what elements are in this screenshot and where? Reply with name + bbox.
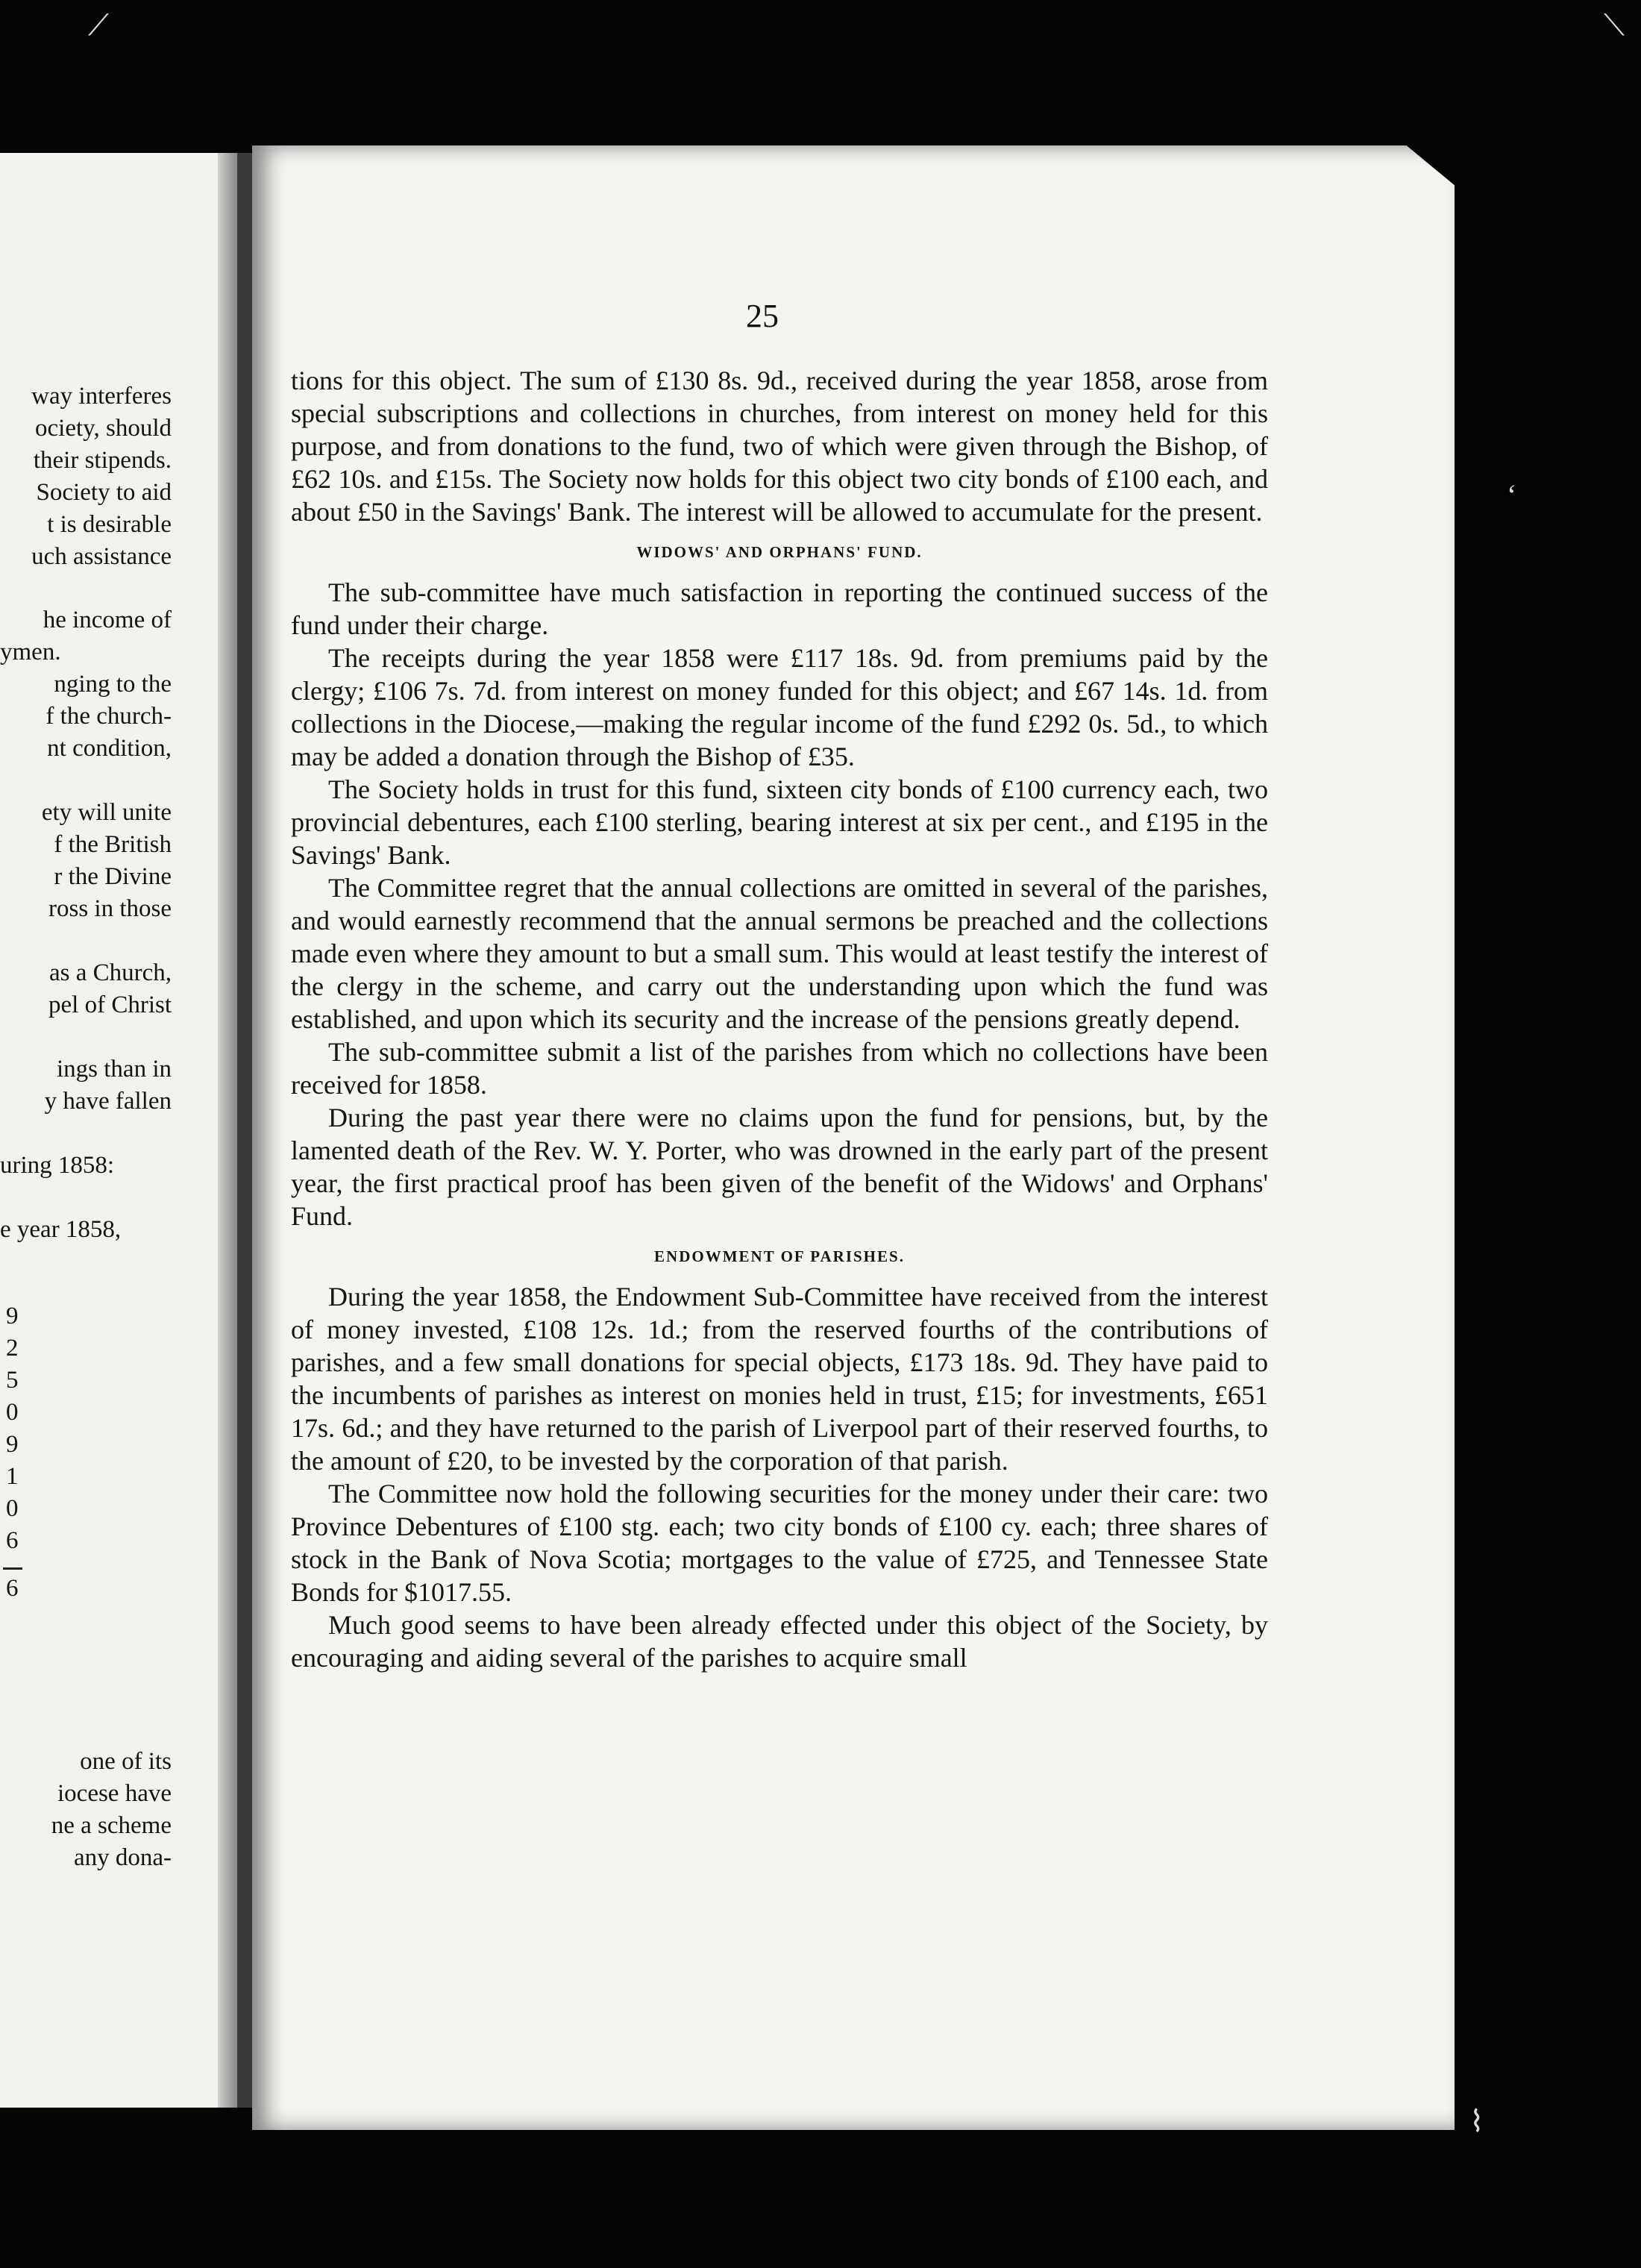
left-line: 0 xyxy=(6,1399,19,1426)
left-page xyxy=(0,153,237,2108)
left-line: f the church- xyxy=(46,703,172,730)
section-heading-endowment: ENDOWMENT OF PARISHES. xyxy=(654,1247,905,1265)
left-line: ross in those xyxy=(48,895,172,922)
page-body xyxy=(291,364,1268,1674)
left-line: any dona- xyxy=(73,1844,172,1871)
left-line: f the British xyxy=(54,831,172,858)
left-line: one of its xyxy=(80,1748,172,1775)
film-speck: ⌇ xyxy=(1469,2105,1484,2138)
left-line: ociety, should xyxy=(35,415,172,442)
paragraph: tions for this object. The sum of £130 8s. 9d., received during the year 1858, arose from special subscriptions and collections in churches, from interest on money held for this purpose, and from donations to the fund, two of which were given through the Bishop, of £62 10s. and £15s. The Society now holds for this object two city bonds of £100 each, and about £50 in the Savings' Bank. The interest will be allowed to accumulate for the present. xyxy=(291,366,1268,527)
left-line: e year 1858, xyxy=(0,1216,122,1243)
paragraph: The sub-committee submit a list of the parishes from which no collections have been received for 1858. xyxy=(291,1037,1268,1100)
left-line: 2 xyxy=(6,1335,19,1362)
left-line: their stipends. xyxy=(33,447,172,474)
left-line: Society to aid xyxy=(36,479,172,506)
sum-rule xyxy=(3,1567,22,1570)
page-number: 25 xyxy=(746,298,779,334)
left-line: way interferes xyxy=(31,383,172,410)
left-line: 6 xyxy=(6,1575,19,1602)
left-line: he income of xyxy=(43,607,172,633)
left-line: uch assistance xyxy=(31,543,172,570)
left-line: 1 xyxy=(6,1463,19,1490)
left-line: ings than in xyxy=(57,1056,172,1083)
paragraph: The receipts during the year 1858 were £117 18s. 9d. from premiums paid by the clergy; £106 7s. 7d. from interest on money funded for this object; and £67 14s. 1d. from collections in the Diocese,—making the regular income of the fund £292 0s. 5d., to which may be added a donation through the Bishop of £35. xyxy=(291,643,1268,771)
film-speck: ⟍ xyxy=(1604,8,1625,42)
left-page-shadow xyxy=(218,153,237,2108)
left-line: nging to the xyxy=(54,671,172,698)
paragraph: Much good seems to have been already effected under this object of the Society, by encouraging and aiding several of the parishes to acquire small xyxy=(291,1610,1268,1673)
left-line: 9 xyxy=(6,1303,19,1329)
paragraph: The Committee regret that the annual collections are omitted in several of the parishes, and would earnestly recommend that the annual sermons be preached and the collections made even where they amount to but a small sum. This would at least testify the interest of the clergy in the scheme, and carry out the understanding upon which the fund was established, and upon which its security and the increase of the pensions greatly depend. xyxy=(291,873,1268,1034)
left-line: ne a scheme xyxy=(51,1812,172,1839)
film-speck: ‘ xyxy=(1507,478,1517,512)
left-line: iocese have xyxy=(57,1780,172,1807)
left-line: nt condition, xyxy=(47,735,172,762)
left-line: pel of Christ xyxy=(48,992,172,1018)
left-line: uring 1858: xyxy=(0,1152,115,1179)
left-line: 5 xyxy=(6,1367,19,1394)
left-line: as a Church, xyxy=(48,959,172,986)
left-line: 0 xyxy=(6,1495,19,1522)
left-line: 6 xyxy=(6,1527,19,1554)
paragraph: The sub-committee have much satisfaction in reporting the continued success of the fund under their charge. xyxy=(291,577,1268,640)
paragraph: The Society holds in trust for this fund, sixteen city bonds of £100 currency each, two provincial debentures, each £100 sterling, bearing interest at six per cent., and £195 in the Savings' Bank. xyxy=(291,774,1268,870)
section-heading-widows: WIDOWS' AND ORPHANS' FUND. xyxy=(636,543,923,561)
paragraph: During the past year there were no claims upon the fund for pensions, but, by the lamented death of the Rev. W. Y. Porter, who was drowned in the early part of the present year, the first practical proof has been given of the benefit of the Widows' and Orphans' Fund. xyxy=(291,1103,1268,1231)
book-gutter xyxy=(237,153,254,2108)
left-line: 9 xyxy=(6,1431,19,1458)
paragraph: The Committee now hold the following securities for the money under their care: two Province Debentures of £100 stg. each; two city bonds of £100 cy. each; three shares of stock in the Bank of Nova Scotia; mortgages to the value of £725, and Tennessee State Bonds for $1017.55. xyxy=(291,1479,1268,1607)
paragraph: During the year 1858, the Endowment Sub-Committee have received from the interest of money invested, £108 12s. 1d.; from the reserved fourths of the contributions of parishes, and a few small donations for special objects, £173 18s. 9d. They have paid to the incumbents of parishes as interest on monies held in trust, £15; for investments, £651 17s. 6d.; and they have returned to the parish of Liverpool part of their reserved fourths, to the amount of £20, to be invested by the corporation of that parish. xyxy=(291,1282,1268,1476)
left-line: y have fallen xyxy=(44,1088,172,1115)
left-line: ety will unite xyxy=(41,799,172,826)
left-line: r the Divine xyxy=(54,863,172,890)
left-line: ymen. xyxy=(0,639,61,665)
film-speck: ⟋ xyxy=(88,8,109,42)
left-line: t is desirable xyxy=(47,511,172,538)
